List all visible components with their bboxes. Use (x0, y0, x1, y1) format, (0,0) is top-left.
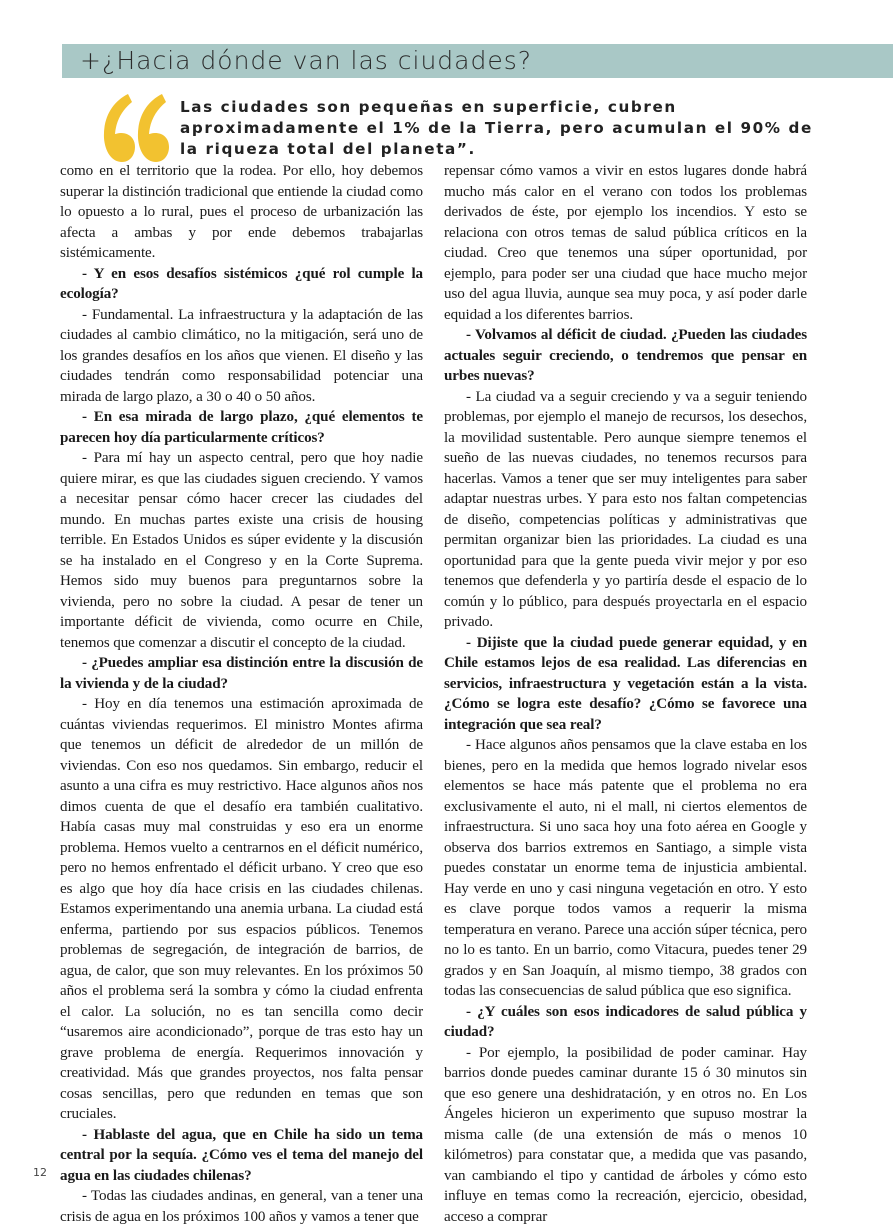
paragraph: como en el territorio que la rodea. Por ello, hoy debemos superar la distinción tradicional que entiende la ciudad como lo opuesto a lo rural, pues el proceso de urbanización las afecta a ambas y por ende debemos trabajarlas sistémicamente. (60, 161, 423, 264)
interview-answer: - Por ejemplo, la posibilidad de poder caminar. Hay barrios donde puedes caminar durante 15 ó 30 minutos sin que eso genere una deshidratación, y en otros no. En Los Ángeles hicieron un experimento que supuso mostrar la misma calle (de una extensión de más o menos 10 kilómetros) para constatar que, a medida que vas pasando, van cambiando el tipo y cantidad de árboles y cómo esto influye en temas como la recreación, ejercicio, obesidad, acceso a comprar (444, 1043, 807, 1227)
interview-question: - Y en esos desafíos sistémicos ¿qué rol cumple la ecología? (60, 264, 423, 305)
interview-answer: - Hace algunos años pensamos que la clave estaba en los bienes, pero en la medida que hemos logrado nivelar esos elementos se hace más patente que el problema no era exclusivamente el auto, ni el mall, ni ciertos elementos de infraestructura. Si uno saca hoy una foto aérea en Google y observa dos barrios extremos en Santiago, a simple vista puedes constatar un enorme tema de injusticia ambiental. Hay verde en uno y casi ninguna vegetación en otro. Y esto es clave porque todos vamos a requerir la misma temperatura en verano. Parece una acción súper técnica, pero no lo es tanto. En un barrio, como Vitacura, puedes tener 29 grados y en San Joaquín, al mismo tiempo, 38 grados con todas las consecuencias de salud pública que eso significa. (444, 735, 807, 1002)
pull-quote: Las ciudades son pequeñas en superficie, cubren aproximadamente el 1% de la Tierra, pero acumulan el 90% de la riqueza total del planeta”. (180, 97, 820, 160)
section-title: +¿Hacia dónde van las ciudades? (80, 46, 532, 75)
interview-question: - En esa mirada de largo plazo, ¿qué elementos te parecen hoy día particularmente críticos? (60, 407, 423, 448)
paragraph: repensar cómo vamos a vivir en estos lugares donde habrá mucho más calor en el verano con todos los problemas derivados de éste, por ejemplo los incendios. Y esto se relaciona con otros temas de salud pública críticos en la ciudad. Creo que tenemos una súper oportunidad, por ejemplo, para poder ser una ciudad que hace mucho mejor uso del agua lluvia, aunque sea muy poca, y así poder darle equidad a los diferentes barrios. (444, 161, 807, 325)
interview-question: - ¿Puedes ampliar esa distinción entre la discusión de la vivienda y de la ciudad? (60, 653, 423, 694)
interview-question: - Hablaste del agua, que en Chile ha sido un tema central por la sequía. ¿Cómo ves el tema del manejo del agua en las ciudades chilenas? (60, 1125, 423, 1187)
left-column (60, 161, 423, 1227)
right-column (444, 161, 807, 1227)
interview-answer: - Todas las ciudades andinas, en general, van a tener una crisis de agua en los próximos 100 años y vamos a tener que (60, 1186, 423, 1227)
quote-icon (100, 88, 170, 168)
page-number: 12 (33, 1166, 47, 1179)
interview-answer: - Para mí hay un aspecto central, pero que hoy nadie quiere mirar, es que las ciudades siguen creciendo. Y vamos a necesitar pensar cómo hacer crecer las ciudades del mundo. En muchas partes existe una crisis de housing terrible. En Estados Unidos es súper evidente y la discusión se ha instalado en el Congreso y en la Corte Suprema. Hemos sido muy buenos para preguntarnos sobre la vivienda, pero no sobre la ciudad. A pesar de tener un importante déficit de vivienda, como ocurre en Chile, tenemos que comenzar a discutir el concepto de la ciudad. (60, 448, 423, 653)
interview-answer: - Hoy en día tenemos una estimación aproximada de cuántas viviendas requerimos. El ministro Montes afirma que tenemos un déficit de alrededor de un millón de viviendas. Con eso nos quedamos. Sin embargo, reducir el asunto a una cifra es muy restrictivo. Hace algunos años nos dimos cuenta de que el desafío era también cualitativo. Había casas muy mal construidas y eso era un enorme problema. Hemos vuelto a centrarnos en el déficit numérico, pero no hemos enfrentado el déficit urbano. Y creo que eso es algo que hoy día hace crisis en las ciudades chilenas. Estamos experimentando una anemia urbana. La ciudad está enferma, partiendo por sus espacios públicos. Tenemos problemas de segregación, de integración de barrios, de agua, de calor, que son muy relevantes. En los próximos 50 años el problema será la sombra y cómo la ciudad enfrenta el calor. La solución, no es tan sencilla como decir “usaremos aire acondicionado”, porque de tras esto hay un grave problema de energía. Requerimos innovación y creatividad. Más que grandes proyectos, nos falta pensar cosas sencillas, pero que redunden en temas que son cruciales. (60, 694, 423, 1125)
interview-answer: - Fundamental. La infraestructura y la adaptación de las ciudades al cambio climático, no la mitigación, será uno de los grandes desafíos en los años que vienen. El diseño y las ciudades tendrán como responsabilidad potenciar una mirada de largo plazo, a 30 o 40 o 50 años. (60, 305, 423, 408)
interview-question: - Dijiste que la ciudad puede generar equidad, y en Chile estamos lejos de esa realidad. Las diferencias en servicios, infraestructura y vegetación están a la vista. ¿Cómo se logra este desafío? ¿Cómo se favorece una integración que sea real? (444, 633, 807, 736)
interview-question: - Volvamos al déficit de ciudad. ¿Pueden las ciudades actuales seguir creciendo, o tendremos que pensar en urbes nuevas? (444, 325, 807, 387)
interview-answer: - La ciudad va a seguir creciendo y va a seguir teniendo problemas, por ejemplo el manejo de recursos, los desechos, la movilidad sustentable. Pero aunque siempre tenemos el sueño de las nuevas ciudades, no tenemos recursos para hacerlas. Vamos a tener que ser muy inteligentes para saber adaptar nuestras urbes. Y para esto nos faltan competencias de diseño, competencias políticas y administrativas que permitan organizar bien las prioridades. La ciudad es una oportunidad para que la gente pueda vivir mejor y por eso tenemos que defenderla y yo partiría desde el espacio de lo común y lo público, para después proyectarla en el espacio privado. (444, 387, 807, 633)
interview-question: - ¿Y cuáles son esos indicadores de salud pública y ciudad? (444, 1002, 807, 1043)
